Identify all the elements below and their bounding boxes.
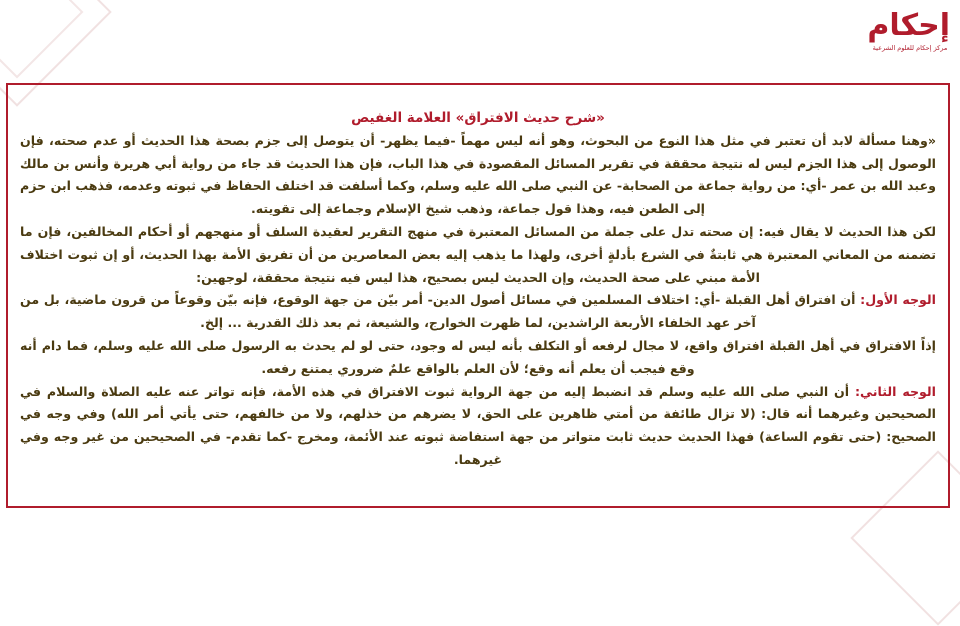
- logo-subtitle: مركز إحكام للعلوم الشرعية: [872, 44, 948, 52]
- paragraph-5: [20, 381, 936, 472]
- text-frame: [6, 83, 950, 508]
- paragraph-label: الوجه الثاني:: [855, 383, 936, 399]
- paragraph-3: [20, 289, 936, 335]
- document-body: [20, 107, 936, 472]
- paragraph-text: أن النبي صلى الله عليه وسلم قد انضبط إليه من جهة الرواية ثبوت الافتراق في هذه الأمة، فإنه تواتر عنه عليه الصلاة والسلام في الصحيحين وغيرهما أنه قال: (لا تزال طائفة من أمتي ظاهرين على الحق، لا يضرهم من خذلهم، ولا من خالفهم، حتى يأتي أمر الله) وفي وجه في الصحيح: (حتى تقوم الساعة) فهذا الحديث حديث ثابت متواتر من جهة استفاضة ثبوته عند الأئمة، ومخرج -كما تقدم- في الصحيحين من غير وجه وفي غيرهما.: [20, 383, 936, 467]
- paragraph-text: أن افتراق أهل القبلة -أي: اختلاف المسلمين في مسائل أصول الدين- أمر بيّن من جهة الوقوع، فإنه بيّن وقوعاً من قرون ماضية، بل من آخر عهد الخلفاء الأربعة الراشدين، لما ظهرت الخوارج، والشيعة، ثم بعد ذلك القدرية ... إلخ.: [20, 292, 856, 331]
- logo: [867, 8, 950, 74]
- paragraph-1: [20, 130, 936, 221]
- paragraph-text: إذاً الافتراق في أهل القبلة افتراق واقع، لا مجال لرفعه أو التكلف بأنه ليس له وجود، حتى لو لم يحدث به الرسول صلى الله عليه وسلم، فما دام أنه وقع فيجب أن يعلم أنه وقع؛ لأن العلم بالواقع علمٌ ضروري يمتنع رفعه.: [20, 337, 936, 376]
- paragraph-4: [20, 335, 936, 381]
- paragraph-text: لكن هذا الحديث لا يقال فيه: إن صحته تدل على جملة من المسائل المعتبرة في منهج التقرير لعقيدة السلف أو منهجهم أو أحكام المخالفين، فإن ما تضمنه من المعاني المعتبرة هي ثابتةٌ في الشرع بأدلةٍ أخرى، ولهذا ما يذهب إليه بعض المعاصرين من أن تفريق الأمة بهذا الحديث، أو إن ثبوت اختلاف الأمة مبني على صحة الحديث، وإن الحديث ليس بصحيح، هذا ليس فيه نتيجة محققة، لوجهين:: [20, 223, 936, 285]
- paragraph-2: [20, 221, 936, 289]
- logo-mark: إحكام: [867, 8, 950, 43]
- document-title: «شرح حديث الافتراق» العلامة الغفيص: [351, 110, 605, 126]
- paragraph-label: الوجه الأول:: [860, 292, 936, 308]
- paragraph-text: «وهنا مسألة لابد أن تعتبر في مثل هذا النوع من البحوث، وهو أنه ليس مهماً -فيما يظهر- أن يتوصل إلى جزم بصحة هذا الحديث أو عدم صحته، فإن الوصول إلى هذا الجزم ليس له نتيجة محققة في تقرير المسائل المقصودة في هذا الباب، فإن هذا الحديث قد جاء من رواية أبي هريرة وأنس بن مالك وعبد الله بن عمر -أي: من رواية جماعة من الصحابة- عن النبي صلى الله عليه وسلم، وكما أسلفت قد اختلف الحفاظ في ثبوته وعدمه، فذهب ابن حزم إلى الطعن فيه، وهذا قول جماعة، وذهب شيخ الإسلام وجماعة إلى تقويته.: [20, 132, 936, 217]
